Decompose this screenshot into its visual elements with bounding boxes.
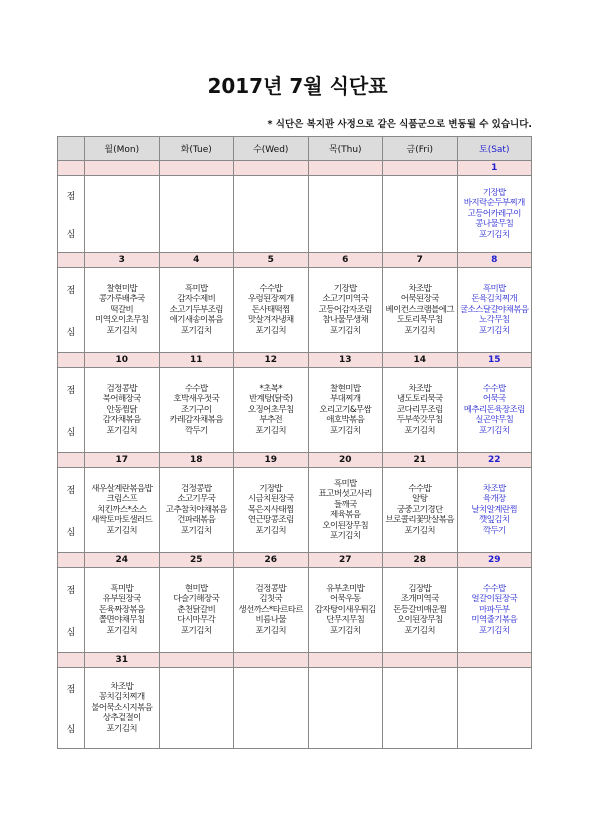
date-cell: [308, 653, 383, 668]
menu-item: 기장밥: [482, 187, 506, 198]
date-cell: 7: [383, 253, 458, 268]
menu-cell: [383, 268, 458, 353]
menu-list: [85, 384, 159, 437]
menu-item: 떡갈비: [110, 304, 134, 315]
menu-cell: [234, 568, 309, 653]
date-cell: 29: [457, 553, 532, 568]
menu-item: 소고기무국: [177, 494, 216, 505]
lunch-label: [58, 568, 85, 653]
lunch-label: [58, 176, 85, 253]
menu-list: [383, 484, 457, 537]
date-cell: 20: [308, 453, 383, 468]
menu-row: [58, 268, 532, 353]
menu-item: 깻잎김치: [479, 515, 510, 526]
menu-item: 포기김치: [181, 525, 212, 536]
date-row: [58, 253, 532, 268]
date-cell: 3: [85, 253, 160, 268]
menu-item: 쫄면야채무침: [98, 615, 145, 626]
date-cell: 12: [234, 353, 309, 368]
menu-item: 포기김치: [330, 625, 361, 636]
menu-item: 포기김치: [479, 325, 510, 336]
menu-cell: [383, 668, 458, 749]
menu-item: *초복*: [259, 383, 283, 394]
menu-item: 참나물무생채: [322, 315, 369, 326]
menu-list: [85, 682, 159, 735]
menu-item: 조기구이: [181, 404, 212, 415]
menu-item: 미역줄기볶음: [471, 615, 518, 626]
menu-item: 포기김치: [106, 625, 137, 636]
menu-item: 돈사태떡찜: [251, 304, 290, 315]
date-row: [58, 161, 532, 176]
date-cell: 8: [457, 253, 532, 268]
menu-item: 오이된장무침: [396, 615, 443, 626]
date-row-label: [58, 453, 85, 468]
date-cell: 5: [234, 253, 309, 268]
menu-item: 포기김치: [404, 625, 435, 636]
date-cell: 22: [457, 453, 532, 468]
date-row-label: [58, 653, 85, 668]
lunch-label-char: 점: [66, 285, 76, 296]
menu-item: 돈육김치찌개: [471, 294, 518, 305]
menu-cell: [234, 468, 309, 553]
menu-cell: [85, 468, 160, 553]
lunch-label-char: 점: [66, 191, 76, 202]
menu-cell: [159, 568, 234, 653]
menu-item: 실곤약무침: [475, 415, 514, 426]
menu-item: 애기새송이볶음: [169, 315, 223, 326]
date-cell: [234, 161, 309, 176]
menu-item: 감자탕이새우튀김: [314, 604, 376, 615]
menu-item: 현미밥: [184, 583, 208, 594]
menu-cell: [159, 668, 234, 749]
menu-item: 김칫국: [259, 594, 283, 605]
menu-item: 건파래볶음: [177, 515, 216, 526]
menu-list: [234, 484, 308, 537]
menu-item: 도토리묵무침: [396, 315, 443, 326]
menu-cell: [383, 568, 458, 653]
menu-item: 시금치된장국: [247, 494, 294, 505]
menu-item: 안동찜닭: [106, 404, 137, 415]
menu-item: 카레감자채볶음: [169, 415, 223, 426]
date-cell: 4: [159, 253, 234, 268]
menu-item: 마파두부: [479, 604, 510, 615]
menu-item: 들깨국: [333, 499, 357, 510]
menu-item: 호박새우젓국: [173, 394, 220, 405]
menu-cell: [308, 568, 383, 653]
menu-item: 어묵된장국: [400, 294, 439, 305]
menu-item: 애호박볶음: [326, 415, 365, 426]
menu-item: 포기김치: [255, 525, 286, 536]
menu-item: 어묵국: [482, 394, 506, 405]
menu-item: 반계탕(닭죽): [249, 394, 293, 405]
menu-item: 유부초미밥: [326, 583, 365, 594]
menu-item: 베이컨스크램블에그: [385, 304, 454, 315]
menu-list: [383, 384, 457, 437]
date-cell: 27: [308, 553, 383, 568]
menu-list: [160, 484, 234, 537]
menu-item: 유부된장국: [102, 594, 141, 605]
menu-item: 흑미밥: [110, 583, 134, 594]
page-title: 2017년 7월 식단표: [207, 74, 388, 98]
menu-cell: [457, 268, 532, 353]
menu-item: 기장밥: [259, 483, 283, 494]
menu-item: 생선까스*타르타르: [238, 604, 304, 615]
menu-item: 콩가루배추국: [98, 294, 145, 305]
menu-item: 포기김치: [106, 425, 137, 436]
menu-item: 차조밥: [482, 483, 506, 494]
menu-cell: [234, 368, 309, 453]
menu-item: 검정콩밥: [255, 583, 286, 594]
menu-item: 소고기두부조림: [169, 304, 223, 315]
header-corner: [58, 137, 85, 161]
menu-item: 차조밥: [408, 383, 432, 394]
menu-cell: [308, 668, 383, 749]
header-mon: 월(Mon): [85, 137, 160, 161]
menu-item: 기장밥: [333, 283, 357, 294]
menu-item: 오리고기&무쌈: [319, 404, 372, 415]
menu-item: 포기김치: [106, 723, 137, 734]
menu-cell: [383, 468, 458, 553]
menu-item: 새우살계란볶음밥: [91, 483, 153, 494]
menu-item: 차조밥: [408, 283, 432, 294]
menu-cell: [308, 368, 383, 453]
date-cell: 31: [85, 653, 160, 668]
menu-row: [58, 368, 532, 453]
menu-cell: [159, 268, 234, 353]
menu-item: 검정콩밥: [181, 483, 212, 494]
date-cell: 17: [85, 453, 160, 468]
menu-item: 흑미밥: [333, 478, 357, 489]
menu-row: [58, 176, 532, 253]
notice-text: * 식단은 복지관 사정으로 같은 식품군으로 변동될 수 있습니다.: [267, 119, 532, 130]
menu-cell: [159, 176, 234, 253]
menu-cell: [457, 568, 532, 653]
lunch-label-char: 점: [66, 585, 76, 596]
date-cell: [85, 161, 160, 176]
lunch-label-char: 심: [66, 229, 76, 240]
date-row-label: [58, 161, 85, 176]
date-cell: [308, 161, 383, 176]
menu-item: 포기김치: [255, 425, 286, 436]
lunch-label: [58, 368, 85, 453]
menu-item: 크림스프: [106, 494, 137, 505]
date-row-label: [58, 253, 85, 268]
menu-item: 날치알계란찜: [471, 504, 518, 515]
menu-cell: [85, 268, 160, 353]
menu-list: [85, 584, 159, 637]
menu-cell: [308, 468, 383, 553]
header-thu: 목(Thu): [308, 137, 383, 161]
date-cell: 19: [234, 453, 309, 468]
lunch-label: [58, 268, 85, 353]
menu-item: 부대찌개: [330, 394, 361, 405]
menu-item: 상추겉절이: [102, 713, 141, 724]
menu-item: 오징어초무침: [247, 404, 294, 415]
date-row-label: [58, 553, 85, 568]
menu-item: 치킨까스*소스: [97, 504, 147, 515]
date-cell: [234, 653, 309, 668]
lunch-label-char: 심: [66, 527, 76, 538]
menu-list: [458, 384, 532, 437]
menu-item: 얼갈이된장국: [471, 594, 518, 605]
menu-item: 포기김치: [106, 525, 137, 536]
menu-item: 포기김치: [404, 325, 435, 336]
menu-item: 돈육짜장볶음: [98, 604, 145, 615]
menu-list: [160, 284, 234, 337]
lunch-label: [58, 468, 85, 553]
header-tue: 화(Tue): [159, 137, 234, 161]
menu-item: 포기김치: [330, 425, 361, 436]
menu-item: 콩나물무침: [475, 219, 514, 230]
menu-cell: [85, 668, 160, 749]
date-cell: [159, 653, 234, 668]
menu-list: [234, 284, 308, 337]
menu-cell: [308, 176, 383, 253]
menu-list: [85, 484, 159, 537]
menu-item: 부추전: [259, 415, 283, 426]
date-row: [58, 453, 532, 468]
menu-item: 포기김치: [255, 325, 286, 336]
menu-item: 포기김치: [404, 425, 435, 436]
menu-list: [234, 584, 308, 637]
menu-item: 오이된장무침: [322, 520, 369, 531]
menu-cell: [85, 176, 160, 253]
menu-item: 포기김치: [479, 425, 510, 436]
menu-list: [309, 284, 383, 337]
menu-item: 포기김치: [330, 531, 361, 541]
menu-cell: [234, 668, 309, 749]
menu-item: 찰현미밥: [106, 283, 137, 294]
header-wed: 수(Wed): [234, 137, 309, 161]
menu-item: 바지락순두부찌개: [463, 198, 525, 209]
menu-list: [309, 584, 383, 637]
menu-item: 우렁된장찌개: [247, 294, 294, 305]
menu-item: 깍두기: [184, 425, 208, 436]
menu-cell: [457, 668, 532, 749]
menu-item: 수수밥: [259, 283, 283, 294]
date-cell: 18: [159, 453, 234, 468]
menu-item: 감자수제비: [177, 294, 216, 305]
lunch-label-char: 심: [66, 427, 76, 438]
menu-cell: [234, 268, 309, 353]
menu-item: 새싹토마토샐러드: [91, 515, 153, 526]
menu-item: 고추참치야채볶음: [165, 504, 227, 515]
lunch-label-char: 심: [66, 724, 76, 735]
menu-item: 미역오이초무침: [95, 315, 149, 326]
date-cell: 14: [383, 353, 458, 368]
menu-cell: [457, 368, 532, 453]
menu-item: 두부쑥갓무침: [396, 415, 443, 426]
menu-item: 비름나물: [255, 615, 286, 626]
menu-item: 어묵우동: [330, 594, 361, 605]
date-row: [58, 553, 532, 568]
menu-item: 감자채볶음: [102, 415, 141, 426]
menu-item: 메추리돈육장조림: [463, 404, 525, 415]
menu-list: [458, 284, 532, 337]
menu-row: [58, 468, 532, 553]
date-row: [58, 353, 532, 368]
menu-calendar: [57, 136, 532, 749]
menu-item: 연근땅콩조림: [247, 515, 294, 526]
header-fri: 금(Fri): [383, 137, 458, 161]
menu-item: 알탕: [412, 494, 428, 505]
menu-item: 포기김치: [181, 325, 212, 336]
header-sat: 토(Sat): [457, 137, 532, 161]
menu-item: 포기김치: [404, 525, 435, 536]
menu-item: 다시마무각: [177, 615, 216, 626]
menu-item: 수수밥: [184, 383, 208, 394]
menu-item: 노각무침: [479, 315, 510, 326]
menu-list: [234, 384, 308, 437]
date-cell: [159, 161, 234, 176]
menu-item: 깍두기: [482, 525, 506, 536]
menu-cell: [383, 368, 458, 453]
menu-item: 제육볶음: [330, 510, 361, 520]
menu-item: 표고버섯고사리: [318, 489, 372, 499]
date-cell: 1: [457, 161, 532, 176]
menu-item: 냉도토리묵국: [396, 394, 443, 405]
menu-item: 돈등갈비매운찜: [393, 604, 447, 615]
menu-item: 맛살겨자냉채: [247, 315, 294, 326]
menu-item: 수수밥: [482, 583, 506, 594]
date-row-label: [58, 353, 85, 368]
date-cell: [383, 161, 458, 176]
menu-cell: [159, 368, 234, 453]
menu-item: 소고기미역국: [322, 294, 369, 305]
date-cell: 28: [383, 553, 458, 568]
date-cell: 24: [85, 553, 160, 568]
menu-list: [85, 284, 159, 337]
menu-list: [160, 584, 234, 637]
menu-item: 포기김치: [181, 625, 212, 636]
menu-item: 수수밥: [482, 383, 506, 394]
date-cell: 10: [85, 353, 160, 368]
menu-item: 흑미밥: [482, 283, 506, 294]
date-cell: 6: [308, 253, 383, 268]
date-row: [58, 653, 532, 668]
menu-list: [383, 284, 457, 337]
date-cell: [457, 653, 532, 668]
menu-item: 고등어감자조림: [318, 304, 372, 315]
menu-item: 포기김치: [479, 625, 510, 636]
date-cell: 11: [159, 353, 234, 368]
lunch-label-char: 점: [66, 385, 76, 396]
date-cell: 26: [234, 553, 309, 568]
menu-list: [458, 188, 532, 241]
date-cell: 25: [159, 553, 234, 568]
weekday-header-row: [58, 137, 532, 161]
menu-item: 브로콜리꽃맛살볶음: [385, 515, 454, 526]
date-cell: 21: [383, 453, 458, 468]
menu-item: 고등어카레구이: [467, 208, 521, 219]
menu-item: 포기김치: [106, 325, 137, 336]
menu-list: [309, 384, 383, 437]
menu-item: 목은지사태찜: [247, 504, 294, 515]
menu-list: [458, 484, 532, 537]
menu-item: 다슬기해장국: [173, 594, 220, 605]
menu-item: 포기김치: [330, 325, 361, 336]
menu-item: 포기김치: [479, 229, 510, 240]
menu-item: 굴소스달걀야채볶음: [460, 304, 529, 315]
menu-cell: [85, 568, 160, 653]
menu-item: 포기김치: [255, 625, 286, 636]
date-cell: [383, 653, 458, 668]
menu-item: 흑미밥: [184, 283, 208, 294]
menu-item: 궁중고기경단: [396, 504, 443, 515]
menu-cell: [383, 176, 458, 253]
menu-cell: [457, 176, 532, 253]
menu-list: [160, 384, 234, 437]
menu-item: 차조밥: [110, 681, 134, 692]
menu-row: [58, 568, 532, 653]
date-cell: 15: [457, 353, 532, 368]
menu-cell: [85, 368, 160, 453]
menu-list: [458, 584, 532, 637]
menu-item: 검정콩밥: [106, 383, 137, 394]
lunch-label-char: 심: [66, 327, 76, 338]
menu-cell: [234, 176, 309, 253]
menu-list: [309, 479, 383, 542]
menu-item: 찰현미밥: [330, 383, 361, 394]
menu-item: 춘천닭갈비: [177, 604, 216, 615]
menu-item: 단무지무침: [326, 615, 365, 626]
lunch-label-char: 점: [66, 485, 76, 496]
menu-list: [383, 584, 457, 637]
menu-row: [58, 668, 532, 749]
menu-item: 육개장: [482, 494, 506, 505]
menu-item: 코다리무조림: [396, 404, 443, 415]
menu-cell: [457, 468, 532, 553]
menu-item: 불어묵소시지볶음: [91, 702, 153, 713]
lunch-label-char: 심: [66, 627, 76, 638]
menu-cell: [159, 468, 234, 553]
menu-item: 수수밥: [408, 483, 432, 494]
menu-cell: [308, 268, 383, 353]
menu-item: 조개미역국: [400, 594, 439, 605]
menu-item: 꽁치김치찌개: [98, 692, 145, 703]
lunch-label: [58, 668, 85, 749]
date-cell: 13: [308, 353, 383, 368]
menu-item: 북어해장국: [102, 394, 141, 405]
menu-item: 김장밥: [408, 583, 432, 594]
lunch-label-char: 점: [66, 684, 76, 695]
